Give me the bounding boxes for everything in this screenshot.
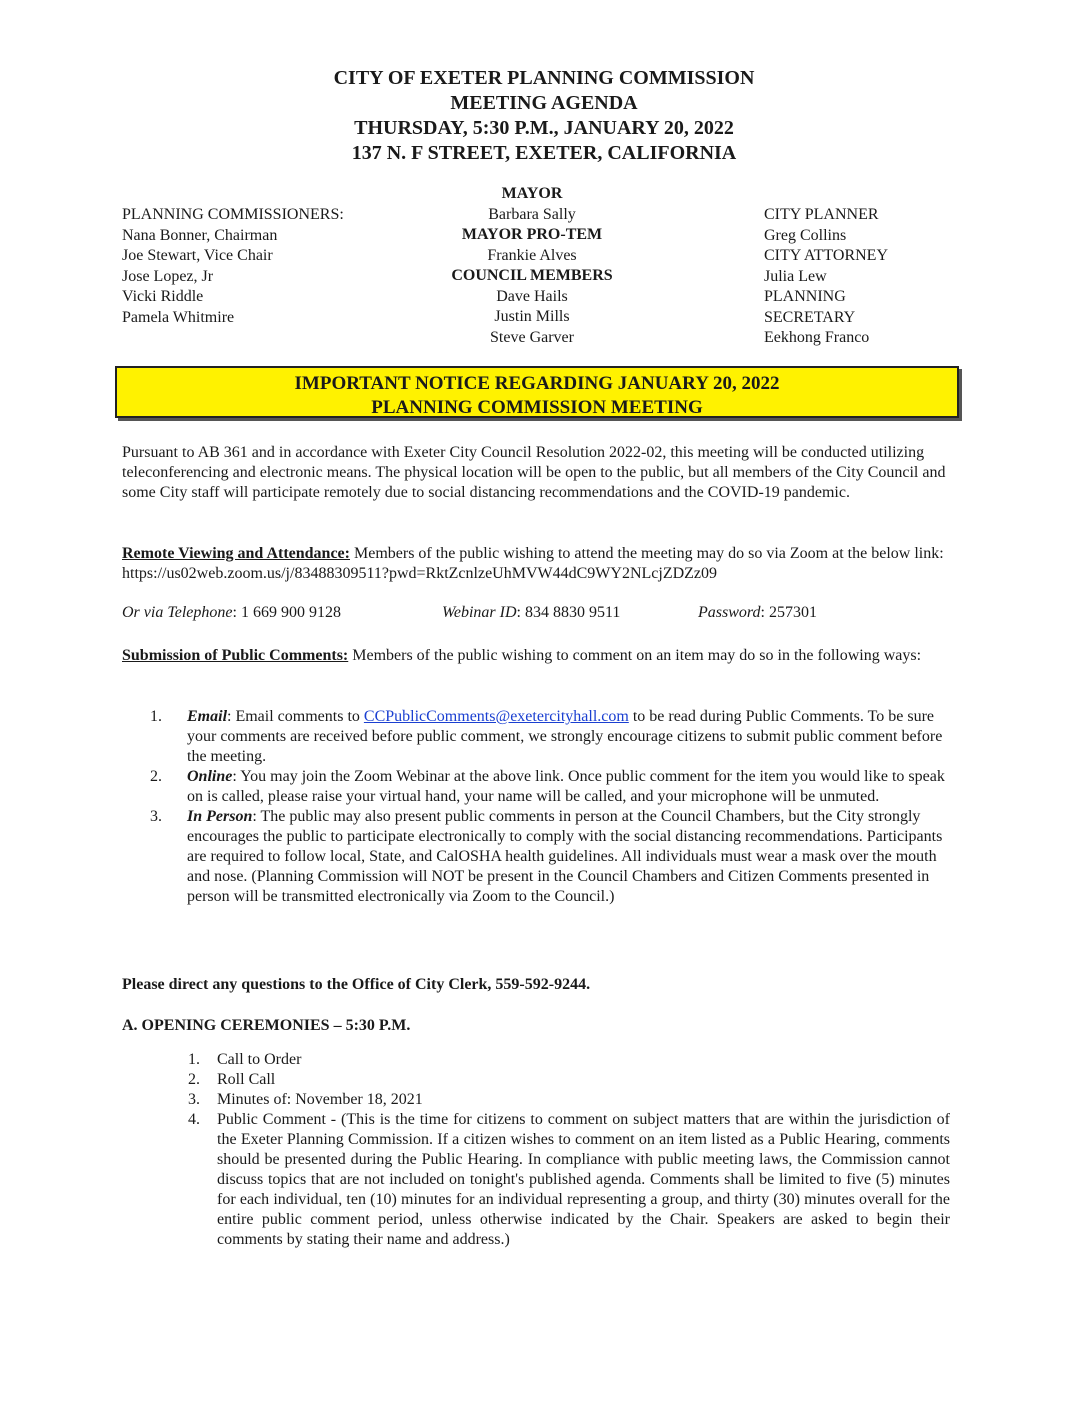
submission-paragraph	[122, 646, 962, 666]
password-value: : 257301	[760, 604, 817, 621]
commissioners-list	[122, 205, 344, 328]
remote-viewing-label: Remote Viewing and Attendance:	[122, 545, 350, 562]
title-line-1: CITY OF EXETER PLANNING COMMISSION	[333, 67, 755, 89]
council-member-name: Justin Mills	[494, 308, 570, 325]
secretary-heading: PLANNING	[764, 288, 846, 305]
method-label: Email	[187, 708, 228, 725]
list-item	[150, 707, 960, 767]
email-link[interactable]: CCPublicComments@exetercityhall.com	[363, 708, 629, 725]
webinar-label: Webinar ID	[442, 604, 517, 621]
questions-line: Please direct any questions to the Office of City Clerk, 559-592-9244.	[122, 976, 591, 993]
commissioner-name: Jose Lopez, Jr	[122, 267, 214, 285]
opening-ceremonies-list	[188, 1050, 950, 1250]
agenda-item-text: Roll Call	[217, 1071, 276, 1088]
password-info	[698, 603, 817, 623]
attorney-name: Julia Lew	[764, 267, 827, 285]
telephone-label: Or via Telephone	[122, 604, 233, 621]
commissioners-heading: PLANNING COMMISSIONERS:	[122, 206, 344, 223]
list-item	[188, 1090, 950, 1110]
list-item-number: 3.	[150, 808, 162, 825]
mayor-name: Barbara Sally	[488, 205, 576, 223]
remote-viewing-paragraph	[122, 544, 962, 584]
list-item	[150, 807, 960, 907]
commissioner-name: Nana Bonner, Chairman	[122, 226, 278, 244]
method-label: Online	[187, 768, 233, 785]
list-item	[188, 1050, 950, 1070]
list-item-number: 1.	[188, 1051, 200, 1068]
council-members-heading: COUNCIL MEMBERS	[451, 267, 613, 284]
method-text: : The public may also present public comments in person at the Council Chambers, but the City strongly encourages the public to participate electronically to comply with the social distancing recommendations. Participants are required to follow local, State, and CalOSHA health guidelines. All individuals must wear a mask over the mouth and nose. (Planning Commission will NOT be present in the Council Chambers and Citizen Comments presented in person will be transmitted electronically via Zoom to the Council.)	[187, 808, 943, 905]
comment-methods-list	[150, 707, 960, 907]
title-line-4: 137 N. F STREET, EXETER, CALIFORNIA	[351, 142, 737, 164]
method-text: to be read during Public Comments. To be sure your comments are received before public comment, we strongly encourage citizens to submit public comment before the meeting.	[187, 708, 943, 765]
important-notice-banner	[115, 366, 959, 418]
list-item-number: 1.	[150, 708, 162, 725]
list-item	[150, 767, 960, 807]
council-member-name: Steve Garver	[490, 328, 574, 346]
commissioner-name: Pamela Whitmire	[122, 308, 235, 326]
intro-paragraph: Pursuant to AB 361 and in accordance with Exeter City Council Resolution 2022-02, this meeting will be conducted utilizing teleconferencing and electronic means. The physical location will be open to the public, but all members of the City Council and some City staff will participate remotely due to social distancing recommendations and the COVID-19 pandemic.	[122, 444, 946, 501]
telephone-info	[122, 603, 341, 623]
list-item	[188, 1070, 950, 1090]
secretary-heading: SECRETARY	[764, 308, 856, 326]
protem-heading: MAYOR PRO-TEM	[461, 226, 603, 243]
agenda-item-text: Public Comment - (This is the time for citizens to comment on subject matters that are within the jurisdiction of the Exeter Planning Commission. If a citizen wishes to comment on an item listed as a Public Hearing, comments should be presented during the Public Hearing. In compliance with public meeting laws, the Commission cannot discuss topics that are not included on tonight's published agenda. Comments shall be limited to five (5) minutes for each individual, ten (10) minutes for an individual representing a group, and thirty (30) minutes overall for the entire public comment period, unless otherwise indicated by the Chair. Speakers are asked to begin their comments by stating their name and address.)	[217, 1111, 950, 1248]
agenda-item-text: Minutes of: November 18, 2021	[217, 1091, 423, 1108]
list-item-number: 3.	[188, 1091, 200, 1108]
telephone-value: : 1 669 900 9128	[232, 604, 341, 621]
notice-line-2: PLANNING COMMISSION MEETING	[371, 397, 703, 418]
method-text: : Email comments to	[227, 708, 364, 725]
secretary-name: Eekhong Franco	[764, 329, 870, 346]
password-label: Password	[698, 604, 761, 621]
council-member-name: Dave Hails	[496, 287, 568, 305]
attorney-heading: CITY ATTORNEY	[764, 247, 888, 264]
list-item	[188, 1110, 950, 1250]
title-line-2: MEETING AGENDA	[450, 92, 638, 114]
commissioner-name: Vicki Riddle	[122, 288, 204, 305]
planner-heading: CITY PLANNER	[764, 206, 879, 223]
submission-label: Submission of Public Comments:	[122, 647, 349, 664]
submission-text: Members of the public wishing to comment on an item may do so in the following ways:	[348, 647, 922, 664]
list-item-number: 2.	[150, 768, 162, 785]
commissioner-name: Joe Stewart, Vice Chair	[122, 247, 273, 264]
telephone-info-line	[122, 603, 962, 623]
notice-line-1: IMPORTANT NOTICE REGARDING JANUARY 20, 2022	[294, 373, 780, 394]
agenda-item-text: Call to Order	[217, 1051, 302, 1068]
method-text: : You may join the Zoom Webinar at the above link. Once public comment for the item you would like to speak on is called, please raise your virtual hand, your name will be called, and your microphone will be unmuted.	[187, 768, 945, 805]
section-a-heading: A. OPENING CEREMONIES – 5:30 P.M.	[122, 1017, 411, 1034]
protem-name: Frankie Alves	[487, 246, 577, 264]
list-item-number: 4.	[188, 1111, 200, 1128]
remote-viewing-text[interactable]: Members of the public wishing to attend the meeting may do so via Zoom at the below link: https://us02web.zoom.us/j/83488309511?pwd=RktZcnlzeUhMVW44dC9WY2NLcjZDZz09	[122, 545, 944, 582]
council-list	[432, 184, 632, 348]
mayor-heading: MAYOR	[501, 185, 563, 202]
planner-name: Greg Collins	[764, 226, 847, 244]
agenda-title-block	[0, 66, 1088, 166]
method-label: In Person	[187, 808, 253, 825]
staff-list	[764, 205, 888, 349]
webinar-value: : 834 8830 9511	[516, 604, 621, 621]
webinar-info	[442, 603, 620, 623]
title-line-3: THURSDAY, 5:30 P.M., JANUARY 20, 2022	[354, 117, 734, 139]
list-item-number: 2.	[188, 1071, 200, 1088]
